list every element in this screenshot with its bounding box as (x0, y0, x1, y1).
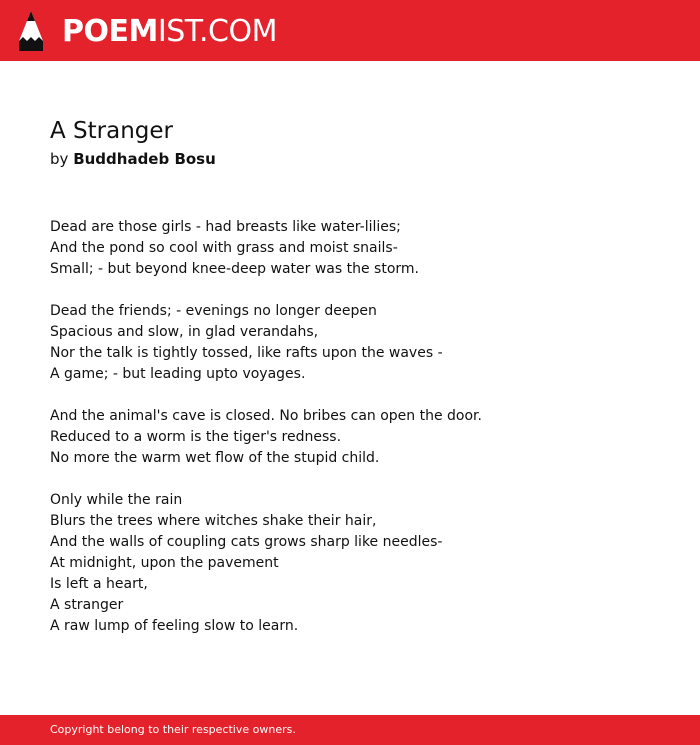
poem-line: At midnight, upon the pavement (50, 555, 279, 571)
poem-line: Nor the talk is tightly tossed, like rafts upon the waves - (50, 345, 443, 361)
poem-line: Only while the rain (50, 492, 183, 508)
logo-light-text: IST.COM (157, 13, 277, 49)
poem-line: No more the warm wet flow of the stupid child. (50, 450, 380, 466)
poem-line: A stranger (50, 597, 124, 613)
poem-stanza (50, 301, 670, 385)
poem-line: Reduced to a worm is the tiger's redness. (50, 429, 342, 445)
logo-bold-text: POEM (62, 13, 158, 49)
poem-line: Spacious and slow, in glad verandahs, (50, 324, 319, 340)
poem-line: A game; - but leading upto voyages. (50, 366, 306, 382)
poem-stanza (50, 490, 670, 637)
site-logo-text (62, 14, 277, 49)
pencil-tip-icon (18, 10, 44, 52)
site-logo-link[interactable] (18, 10, 277, 52)
poem-stanza (50, 217, 670, 280)
poem-stanza (50, 406, 670, 469)
poem-line: Is left a heart, (50, 576, 148, 592)
poem-line: And the walls of coupling cats grows sharp like needles- (50, 534, 443, 550)
site-header (0, 0, 700, 61)
poem-line: A raw lump of feeling slow to learn. (50, 618, 299, 634)
poem-line: Small; - but beyond knee-deep water was the storm. (50, 261, 420, 277)
poem-line: Dead are those girls - had breasts like water-lilies; (50, 219, 401, 235)
poem-byline (50, 146, 670, 172)
site-footer (0, 715, 700, 745)
poem-body (50, 217, 670, 637)
poem-line: Blurs the trees where witches shake their hair, (50, 513, 377, 529)
by-label: by (50, 150, 69, 168)
poem-line: And the pond so cool with grass and moist snails- (50, 240, 398, 256)
poem-title: A Stranger (50, 118, 173, 144)
poem-content (50, 116, 670, 658)
copyright-text: Copyright belong to their respective owners. (50, 723, 296, 736)
poem-line: Dead the friends; - evenings no longer deepen (50, 303, 377, 319)
poem-author: Buddhadeb Bosu (73, 150, 216, 168)
poem-line: And the animal's cave is closed. No bribes can open the door. (50, 408, 482, 424)
